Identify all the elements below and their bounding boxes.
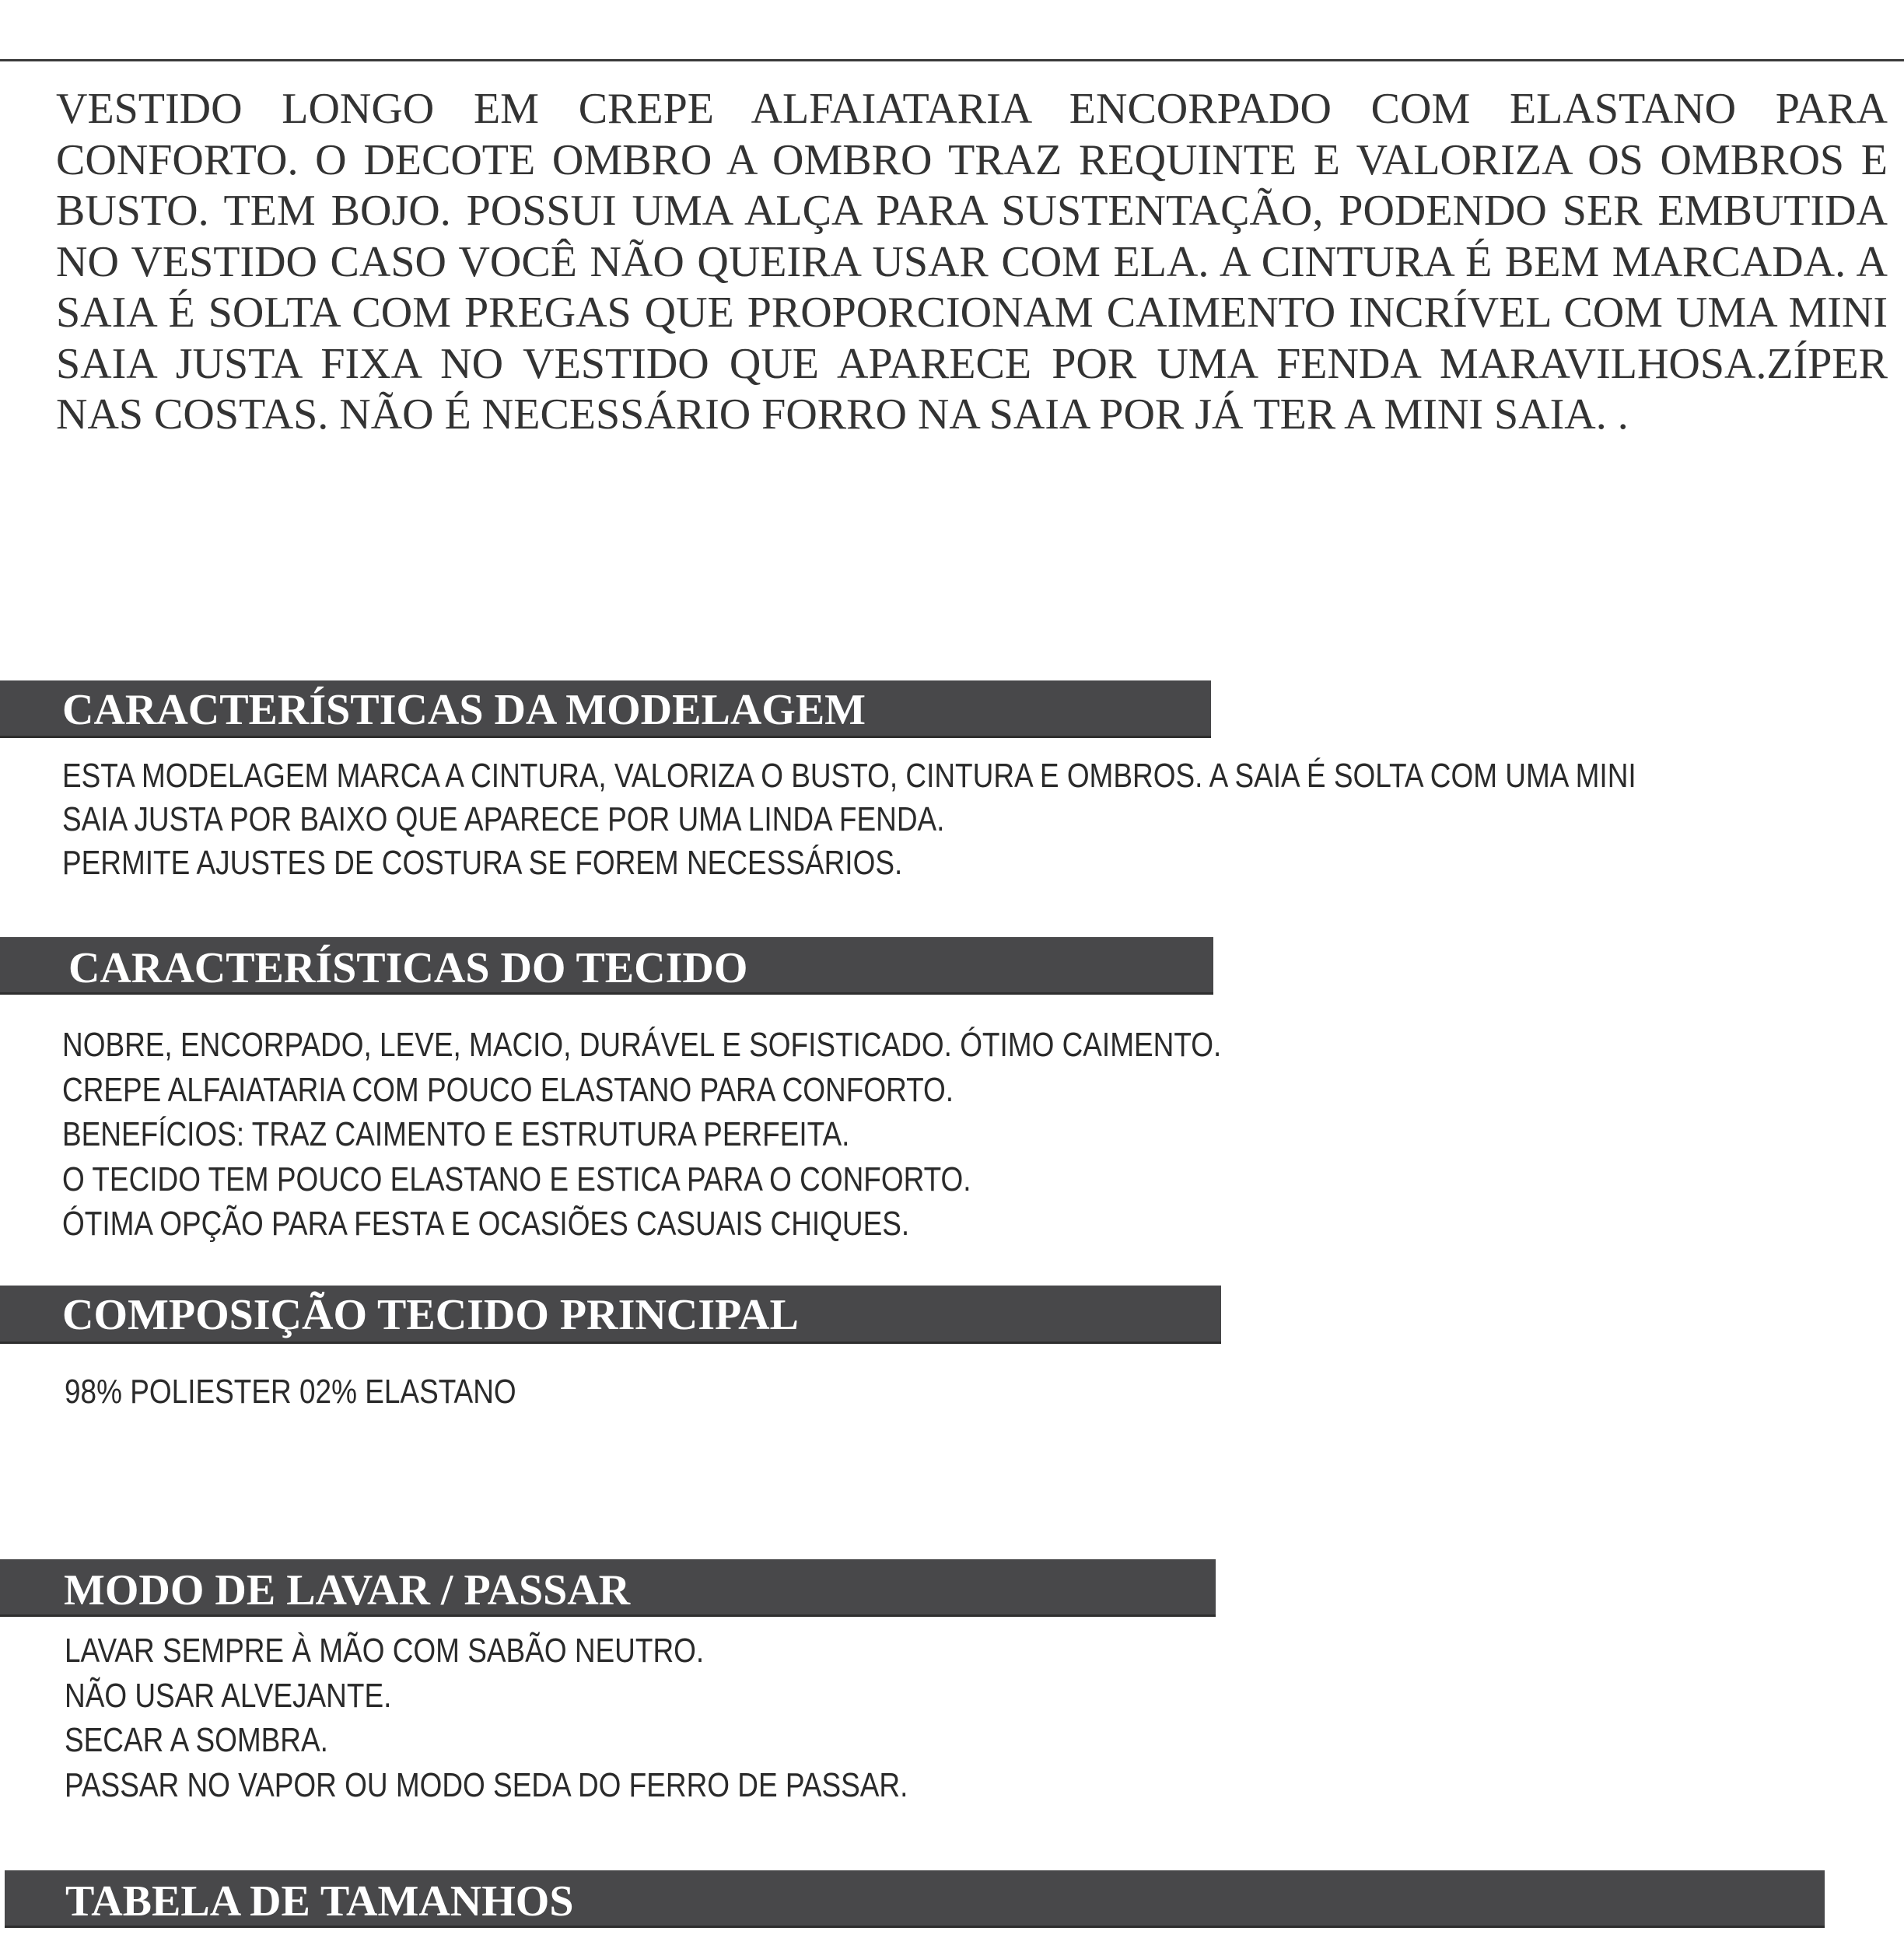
tecido-details — [62, 1023, 1221, 1247]
section-title-modelagem: CARACTERÍSTICAS DA MODELAGEM — [62, 686, 866, 734]
section-title-lavar: MODO DE LAVAR / PASSAR — [64, 1566, 631, 1614]
modelagem-details — [62, 754, 1636, 885]
tecido-line: NOBRE, ENCORPADO, LEVE, MACIO, DURÁVEL E SOFISTICADO. ÓTIMO CAIMENTO. — [62, 1026, 1222, 1064]
section-header-lavar — [0, 1559, 1216, 1617]
modelagem-line: PERMITE AJUSTES DE COSTURA SE FOREM NECESSÁRIOS. — [62, 844, 903, 882]
section-header-composicao — [0, 1286, 1221, 1344]
lavar-line: NÃO USAR ALVEJANTE. — [65, 1676, 392, 1715]
product-description: VESTIDO LONGO EM CREPE ALFAIATARIA ENCORPADO COM ELASTANO PARA CONFORTO. O DECOTE OMBRO A OMBRO TRAZ REQUINTE E VALORIZA OS OMBROS E BUSTO. TEM BOJO. POSSUI UMA ALÇA PARA SUSTENTAÇÃO, PODENDO SER EMBUTIDA NO VESTIDO CASO VOCÊ NÃO QUEIRA USAR COM ELA. A CINTURA É BEM MARCADA. A SAIA É SOLTA COM PREGAS QUE PROPORCIONAM CAIMENTO INCRÍVEL COM UMA MINI SAIA JUSTA FIXA NO VESTIDO QUE APARECE POR UMA FENDA MARAVILHOSA.ZÍPER NAS COSTAS. NÃO É NECESSÁRIO FORRO NA SAIA POR JÁ TER A MINI SAIA. . — [56, 85, 1888, 439]
lavar-line: LAVAR SEMPRE À MÃO COM SABÃO NEUTRO. — [65, 1632, 705, 1670]
lavar-details — [65, 1628, 908, 1807]
tecido-line: CREPE ALFAIATARIA COM POUCO ELASTANO PARA CONFORTO. — [62, 1070, 954, 1109]
lavar-line: SECAR A SOMBRA. — [65, 1721, 328, 1759]
composicao-details — [65, 1370, 516, 1414]
section-title-tecido: CARACTERÍSTICAS DO TECIDO — [68, 944, 748, 992]
section-title-tamanhos: TABELA DE TAMANHOS — [65, 1877, 574, 1926]
modelagem-line: SAIA JUSTA POR BAIXO QUE APARECE POR UMA LINDA FENDA. — [62, 800, 945, 838]
section-title-composicao: COMPOSIÇÃO TECIDO PRINCIPAL — [62, 1291, 799, 1339]
tecido-line: BENEFÍCIOS: TRAZ CAIMENTO E ESTRUTURA PERFEITA. — [62, 1115, 850, 1153]
tecido-line: ÓTIMA OPÇÃO PARA FESTA E OCASIÕES CASUAIS CHIQUES. — [62, 1205, 910, 1243]
lavar-line: PASSAR NO VAPOR OU MODO SEDA DO FERRO DE PASSAR. — [65, 1765, 908, 1804]
section-header-modelagem — [0, 680, 1211, 738]
tecido-line: O TECIDO TEM POUCO ELASTANO E ESTICA PARA O CONFORTO. — [62, 1160, 971, 1198]
composicao-line: 98% POLIESTER 02% ELASTANO — [65, 1373, 516, 1411]
section-header-tecido — [0, 937, 1213, 995]
modelagem-line: ESTA MODELAGEM MARCA A CINTURA, VALORIZA O BUSTO, CINTURA E OMBROS. A SAIA É SOLTA COM UMA MINI — [62, 757, 1636, 795]
section-header-tamanhos — [5, 1870, 1825, 1928]
top-divider — [0, 59, 1904, 61]
